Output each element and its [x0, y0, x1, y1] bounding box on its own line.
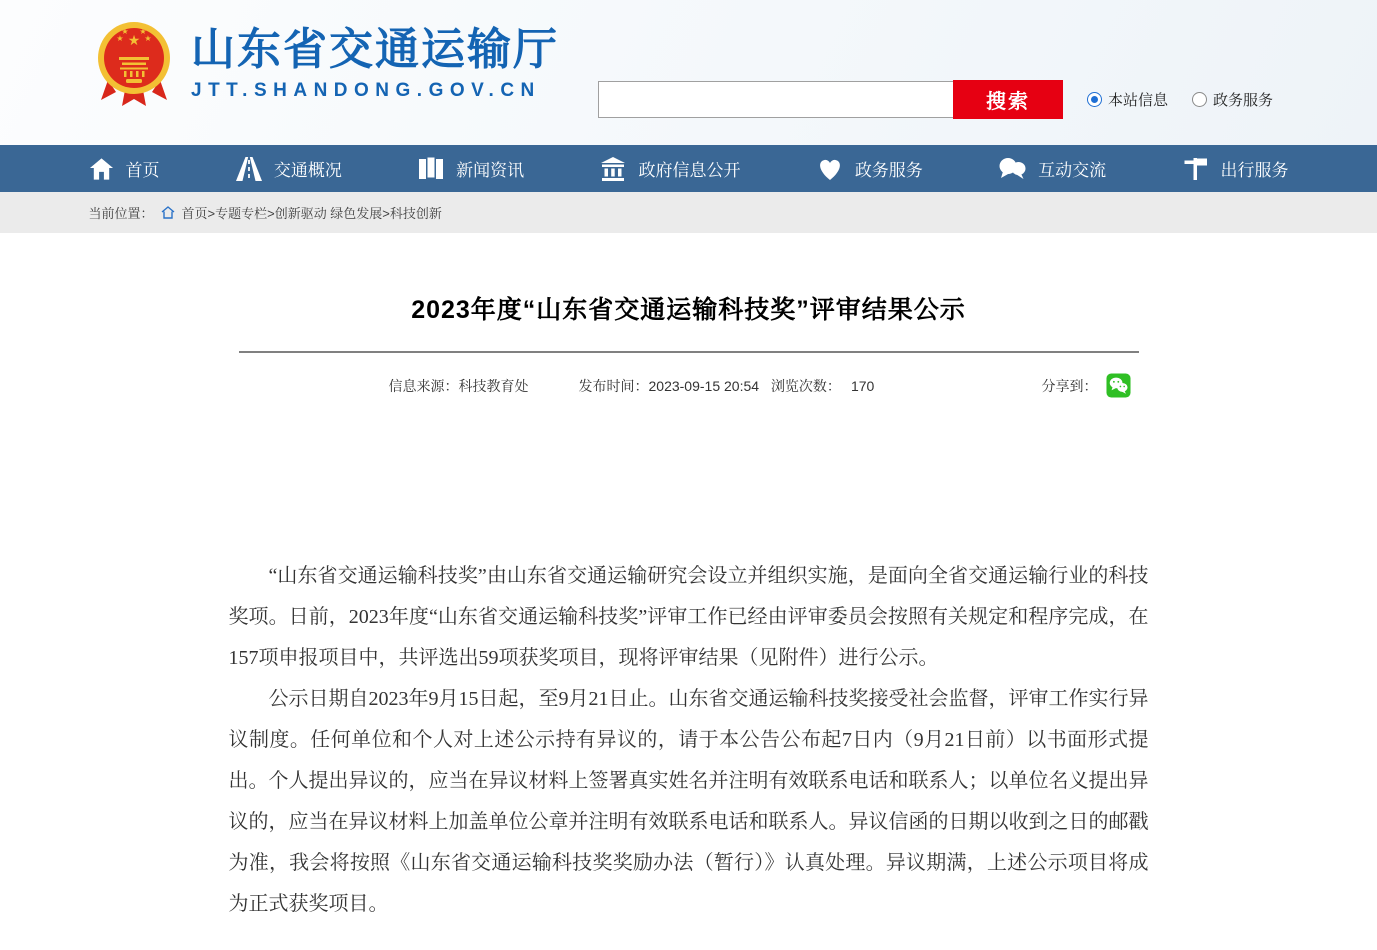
- nav-item-gov-service[interactable]: [817, 156, 923, 181]
- meta-views-value: 170: [850, 377, 875, 394]
- brand-text: [191, 26, 559, 102]
- svg-text:★: ★: [116, 34, 124, 43]
- nav-item-travel-service[interactable]: [1182, 156, 1288, 181]
- government-building-icon: [600, 157, 626, 181]
- breadcrumb-home-icon[interactable]: [161, 206, 175, 219]
- nav-item-gov-info[interactable]: [600, 156, 740, 181]
- meta-source: [389, 376, 529, 396]
- nav-item-traffic-overview[interactable]: [236, 156, 342, 181]
- radio-unselected-icon[interactable]: [1192, 92, 1207, 107]
- scope-label: 政务服务: [1213, 92, 1274, 109]
- article-title: 2023年度“山东省交通运输科技奖”评审结果公示: [411, 296, 966, 324]
- share-label: 分享到：: [1041, 377, 1098, 394]
- svg-text:★: ★: [121, 27, 129, 36]
- nav-item-news[interactable]: [418, 156, 524, 181]
- search-button[interactable]: 搜索: [953, 80, 1063, 119]
- meta-source-label: 信息来源：: [388, 377, 459, 394]
- scope-option-site-info[interactable]: [1087, 89, 1168, 110]
- share-group: [1042, 373, 1131, 398]
- nav-item-interaction[interactable]: [999, 156, 1106, 181]
- article-paragraph: 公示日期自2023年9月15日起，至9月21日止。山东省交通运输科技奖接受社会监督，评审工作实行异议制度。任何单位和个人对上述公示持有异议的，请于本公告公布起7日内（9月21日前）以书面形式提出。个人提出异议的，应当在异议材料上签署真实姓名并注明有效联系电话和联系人；以单位名义提出异议的，应当在异议材料上加盖单位公章并注明有效联系电话和联系人。异议信函的日期以收到之日的邮戳为准，我会将按照《山东省交通运输科技奖奖励办法（暂行）》认真处理。异议期满，上述公示项目将成为正式获奖项目。: [228, 688, 1149, 915]
- nav-label: 政务服务: [854, 161, 923, 180]
- main-nav: [0, 145, 1377, 192]
- news-icon: [418, 157, 444, 181]
- nav-label: 首页: [125, 161, 160, 180]
- chat-bubbles-icon: [999, 157, 1026, 181]
- article-paragraph: “山东省交通运输科技奖”由山东省交通运输研究会设立并组织实施，是面向全省交通运输行业的科技奖项。日前，2023年度“山东省交通运输科技奖”评审工作已经由评审委员会按照有关规定和程序完成，在157项申报项目中，共评选出59项获奖项目，现将评审结果（见附件）进行公示。: [228, 565, 1149, 669]
- nav-label: 新闻资讯: [456, 161, 525, 180]
- search-scope-group: [1087, 89, 1273, 110]
- nav-label: 政府信息公开: [638, 161, 741, 180]
- breadcrumb: [89, 192, 1289, 233]
- breadcrumb-bar: [0, 192, 1377, 233]
- svg-text:★: ★: [127, 32, 141, 48]
- nav-label: 互动交流: [1038, 161, 1107, 180]
- nav-label: 交通概况: [273, 161, 342, 180]
- svg-text:★: ★: [144, 34, 152, 43]
- site-name: 山东省交通运输厅: [191, 24, 559, 74]
- article-page: [229, 290, 1149, 925]
- radio-selected-icon[interactable]: [1087, 92, 1102, 107]
- breadcrumb-path[interactable]: 首页>专题专栏>创新驱动 绿色发展>科技创新: [181, 206, 442, 221]
- search-block: [598, 80, 1273, 119]
- meta-source-value: 科技教育处: [458, 377, 529, 394]
- meta-publish: [579, 376, 875, 396]
- nav-label: 出行服务: [1220, 161, 1289, 180]
- site-domain: JTT.SHANDONG.GOV.CN: [191, 80, 541, 102]
- breadcrumb-prefix: 当前位置：: [88, 206, 154, 221]
- meta-views-label: 浏览次数：: [770, 377, 841, 394]
- article-meta: [229, 373, 1149, 398]
- heart-icon: [817, 157, 843, 181]
- road-icon: [236, 157, 262, 181]
- wechat-share-button[interactable]: [1106, 373, 1131, 398]
- meta-publish-value: 2023-09-15 20:54: [648, 377, 760, 394]
- signpost-icon: [1182, 157, 1208, 181]
- meta-publish-label: 发布时间：: [578, 377, 649, 394]
- home-icon: [89, 157, 114, 181]
- nav-item-home[interactable]: [89, 156, 160, 181]
- article-body: [229, 556, 1149, 925]
- national-emblem-icon: [95, 20, 173, 108]
- wechat-icon: [1106, 373, 1131, 398]
- site-logo[interactable]: [95, 20, 559, 108]
- site-header: [0, 0, 1377, 145]
- scope-option-gov-service[interactable]: [1192, 89, 1273, 110]
- search-input[interactable]: [598, 81, 953, 118]
- scope-label: 本站信息: [1108, 92, 1169, 109]
- title-divider: [239, 351, 1139, 353]
- svg-text:★: ★: [139, 27, 147, 36]
